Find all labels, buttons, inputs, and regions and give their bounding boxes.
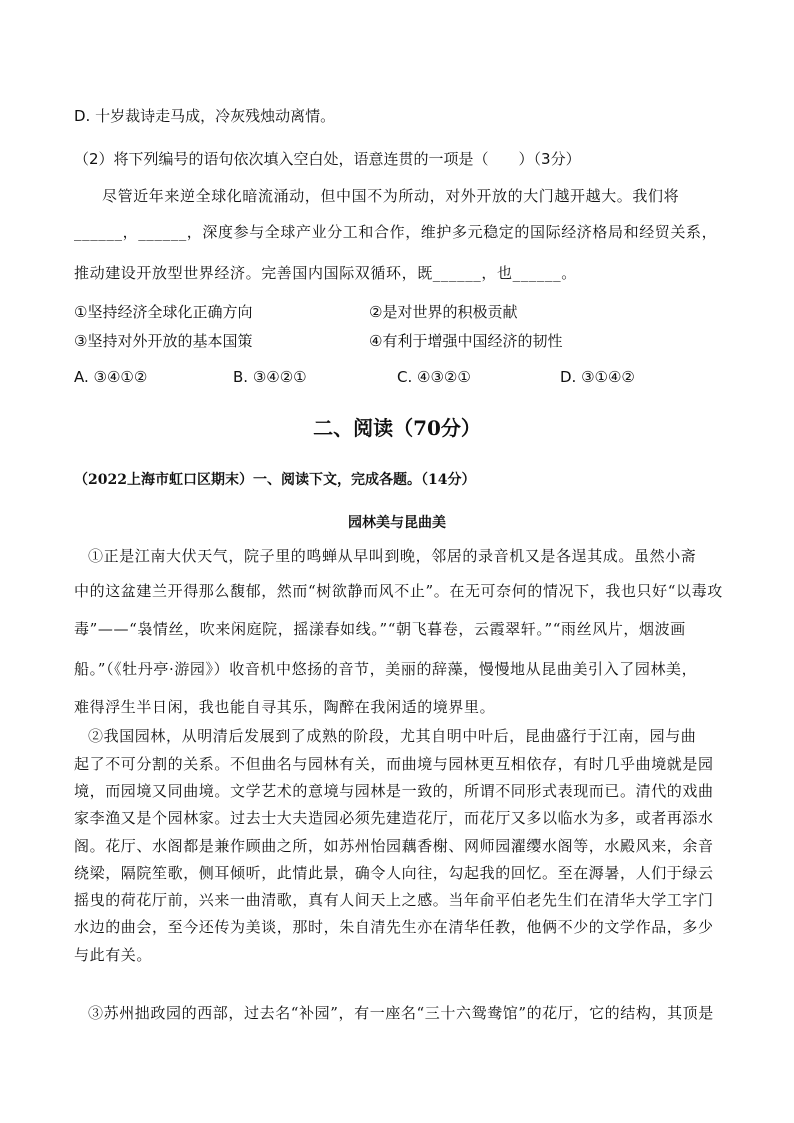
item-4: ④有利于增强中国经济的韧性 — [369, 332, 563, 350]
article-line: 船。”（《牡丹亭·游园》）收音机中悠扬的音节，美丽的辞藻，慢慢地从昆曲美引入了园林美， — [74, 660, 698, 678]
passage-line: 尽管近年来逆全球化暗流涌动，但中国不为所动，对外开放的大门越开越大。我们将 — [102, 187, 680, 205]
article-line: 绕梁，隔院笙歌，侧耳倾听，此情此景，确令人向往，勾起我的回忆。至在溽暑，人们于绿云 — [74, 864, 714, 882]
article-line: 与此有关。 — [74, 946, 153, 964]
question-2-prompt: （2）将下列编号的语句依次填入空白处，语意连贯的一项是（ ）（3分） — [74, 150, 581, 168]
question-header: （2022上海市虹口区期末）一、阅读下文，完成各题。（14分） — [74, 472, 476, 488]
article-line: 水边的曲会，至今还传为美谈，那时，朱自清先生亦在清华任教，他俩不少的文学作品，多少 — [74, 918, 714, 936]
option-d-previous: D. 十岁裁诗走马成，冷灰残烛动离情。 — [74, 107, 336, 125]
article-line: 毒”——“袅情丝，吹来闲庭院，摇漾春如线。”“朝飞暮卷，云霞翠轩。”“雨丝风片，烟波画 — [74, 620, 686, 638]
article-line: ①正是江南大伏天气，院子里的鸣蝉从早叫到晚，邻居的录音机又是各逞其成。虽然小斋 — [88, 547, 697, 565]
article-line: ③苏州拙政园的西部，过去名“补园”，有一座名“三十六鸳鸯馆”的花厅，它的结构，其顶是 — [88, 1004, 714, 1022]
choice-a: A. ③④①② — [74, 368, 148, 386]
item-2: ②是对世界的积极贡献 — [369, 303, 518, 321]
article-line: ②我国园林，从明清后发展到了成熟的阶段，尤其自明中叶后，昆曲盛行于江南，园与曲 — [88, 727, 697, 745]
section-title: 二、阅读（70分） — [313, 416, 481, 440]
item-1: ①坚持经济全球化正确方向 — [74, 303, 253, 321]
passage-line: 推动建设开放型世界经济。完善国内国际双循环，既______，也______。 — [74, 264, 577, 282]
article-line: 起了不可分割的关系。不但曲名与园林有关，而曲境与园林更互相依存，有时几乎曲境就是园 — [74, 755, 714, 773]
article-line: 难得浮生半日闲，我也能自寻其乐，陶醉在我闲适的境界里。 — [74, 698, 496, 716]
item-3: ③坚持对外开放的基本国策 — [74, 332, 253, 350]
article-line: 境，而园境又同曲境。文学艺术的意境与园林是一致的，所谓不同形式表现而已。清代的戏曲 — [74, 782, 714, 800]
article-line: 家李渔又是个园林家。过去士大夫造园必须先建造花厅，而花厅又多以临水为多，或者再添水 — [74, 809, 714, 827]
choice-c: C. ④③②① — [397, 368, 471, 386]
passage-line: ______，______，深度参与全球产业分工和合作，维护多元稳定的国际经济格局和经贸关系， — [74, 223, 718, 241]
choice-d: D. ③①④② — [560, 368, 635, 386]
article-line: 摇曳的荷花厅前，兴来一曲清歌，真有人间天上之感。当年俞平伯老先生们在清华大学工字门 — [74, 891, 714, 909]
article-line: 阁。花厅、水阁都是兼作顾曲之所，如苏州怡园藕香榭、网师园濯缨水阁等，水殿风来，余音 — [74, 837, 714, 855]
article-line: 中的这盆建兰开得那么馥郁，然而“树欲静而风不止”。在无可奈何的情况下，我也只好“以毒攻 — [74, 582, 723, 600]
choice-b: B. ③④②① — [233, 368, 307, 386]
article-title: 园林美与昆曲美 — [348, 515, 446, 531]
